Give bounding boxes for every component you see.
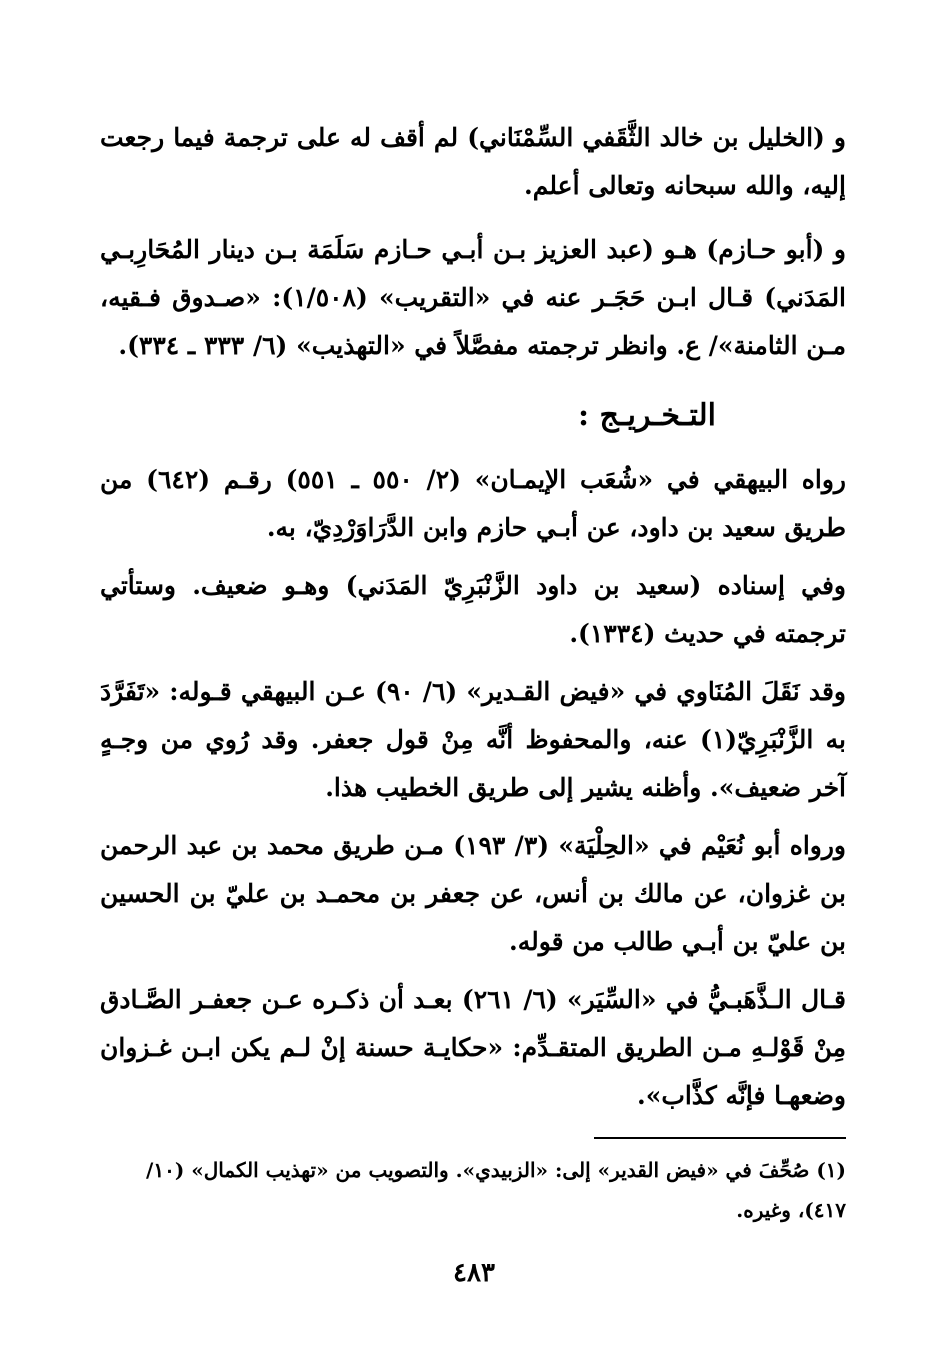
paragraph-bayhaqi: رواه البيهقي في «شُعَب الإيمـان» (٢/ ٥٥٠ ـ ٥٥١) رقـم (٦٤٢) من طريق سعيد بن داود، عن أبـي حازم وابن الدَّرَاوَرْدِيّ، به.: [100, 465, 846, 542]
paragraph-isnad: وفي إسناده (سعيد بن داود الزَّنْبَرِيّ المَدَني) وهـو ضعيف. وستأتي ترجمته في حديث (١٣٣٤).: [100, 571, 846, 648]
footnote: (١) صُحِّفَ في «فيض القدير» إلى: «الزبيدي». والتصويب من «تهذيب الكمال» (١٠/ ٤١٧)، وغيره.: [146, 1158, 846, 1222]
section-heading-takhrij: التـخـريـج :: [577, 398, 716, 433]
page-number: ٤٨٣: [453, 1258, 495, 1288]
paragraph-khalil: و (الخليل بن خالد الثَّقَفي السِّمْنَاني) لم أقف له على ترجمة فيما رجعت إليه، والله سبحانه وتعالى أعلم.: [100, 123, 846, 200]
footnote-divider: [594, 1137, 846, 1139]
paragraph-dhahabi: قـال الـذَّهَبـيُّ في «السِّيَر» (٦/ ٢٦١) بعـد أن ذكـره عـن جعفـر الصَّـادق مِنْ قَوْلـهِ مـن الطريق المتقـدِّم: «حكايـة حسنة إنْ لـم يكن ابـن غـزوان وضعهـا فإنَّه كذَّاب».: [100, 985, 846, 1110]
paragraph-abu-nuaym: ورواه أبو نُعَيْم في «الحِلْيَة» (٣/ ١٩٣) مـن طريق محمد بن عبد الرحمن بن غزوان، عن مالك بن أنس، عن جعفر بن محمـد بن عليّ بن الحسين بن عليّ بن أبـي طالب من قوله.: [100, 831, 846, 956]
paragraph-munawi: وقد نَقَلَ المُنَاوي في «فيض القـدير» (٦/ ٩٠) عـن البيهقي قـوله: «تَفَرَّدَ به الزَّنْبَرِيّ(١) عنه، والمحفوظ أنَّه مِنْ قول جعفر. وقد رُوي من وجـهٍ آخر ضعيف». وأظنه يشير إلى طريق الخطيب هذا.: [100, 677, 846, 802]
paragraph-abu-hazim: و (أبو حـازم) هـو (عبد العزيز بـن أبـي حـازم سَلَمَة بـن دينار المُحَارِبـي المَدَني) قـال ابـن حَجَـر عنه في «التقريب» (١/٥٠٨): «صـدوق فـقيه، مـن الثامنة»/ ع. وانظر ترجمته مفصَّلاً في «التهذيب» (٦/ ٣٣٣ ـ ٣٣٤).: [100, 235, 847, 360]
